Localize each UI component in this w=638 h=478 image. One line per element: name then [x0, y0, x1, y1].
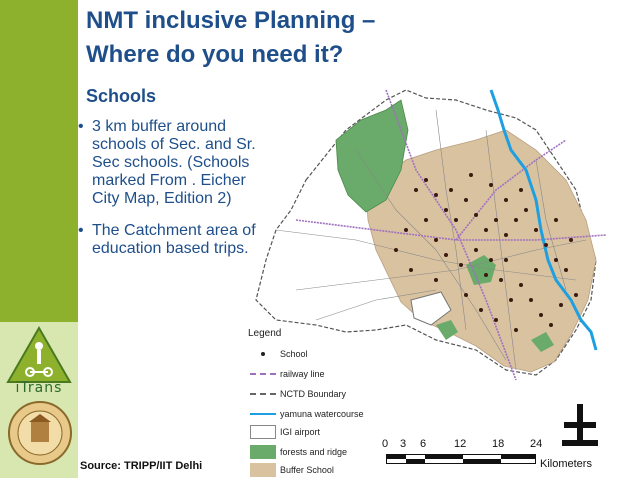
scale-tick: 18: [492, 438, 505, 450]
slide-subtitle: Schools: [86, 86, 157, 106]
legend-item-watercourse: yamuna watercourse: [250, 406, 364, 422]
scale-bar-graphic: [386, 454, 536, 464]
forest-box-icon: [250, 445, 276, 459]
north-arrow-icon: [562, 404, 598, 446]
legend-item-buffer: Buffer School: [250, 462, 334, 478]
scale-tick: 24: [530, 438, 543, 450]
title-line-2: Where do you need it?: [86, 41, 344, 68]
scale-tick: 0: [382, 438, 389, 450]
legend-item-airport: IGI airport: [250, 424, 320, 440]
legend-item-school: School: [250, 346, 308, 362]
legend-title: Legend: [248, 328, 282, 339]
legend-item-forest: forests and ridge: [250, 444, 347, 460]
title-line-1: NMT inclusive Planning –: [86, 7, 376, 34]
boundary-line-icon: [250, 387, 276, 401]
watercourse-line-icon: [250, 407, 276, 421]
school-dot-icon: [250, 347, 276, 361]
scale-unit-label: Kilometers: [540, 458, 592, 470]
logo-text: iTrans: [15, 380, 63, 396]
scale-tick: 6: [420, 438, 427, 450]
bullet-item-1: • 3 km buffer around schools of Sec. and Sr. Sec schools. (Schools marked From . Eicher City Map, Edition 2): [78, 118, 268, 208]
scale-bar: [378, 438, 548, 478]
railway-line-icon: [250, 367, 276, 381]
legend-item-boundary: NCTD Boundary: [250, 386, 346, 402]
itrans-logo-icon: [6, 326, 72, 384]
buffer-box-icon: [250, 463, 276, 477]
scale-tick: 12: [454, 438, 467, 450]
airport-box-icon: [250, 425, 276, 439]
scale-tick: 3: [400, 438, 407, 450]
legend-item-railway: railway line: [250, 366, 325, 382]
bullet-item-2: • The Catchment area of education based trips.: [78, 222, 268, 258]
source-credit: Source: TRIPP/IIT Delhi: [80, 460, 203, 472]
slide-title: [86, 4, 626, 72]
university-seal-icon: [7, 400, 73, 466]
